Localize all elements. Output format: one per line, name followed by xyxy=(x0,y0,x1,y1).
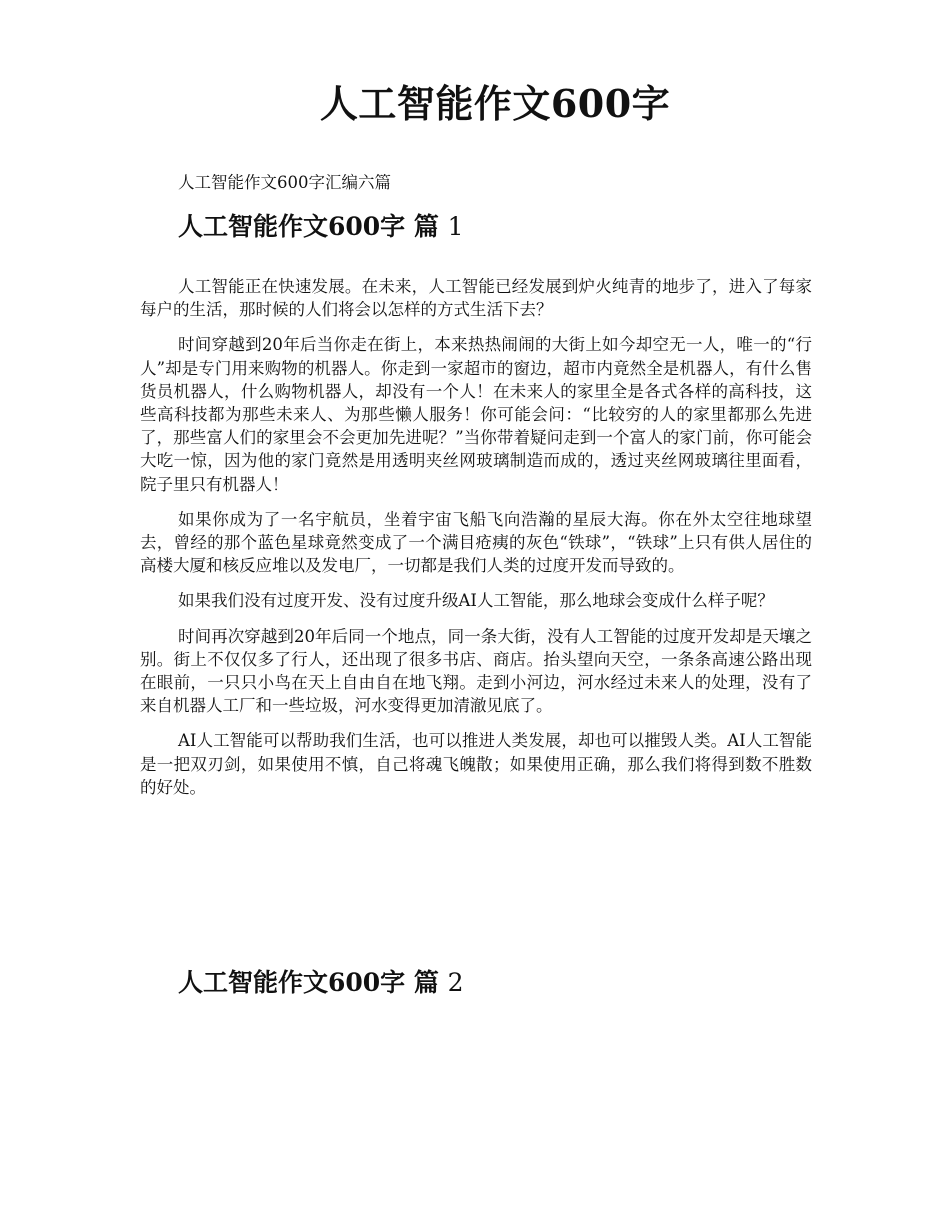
document-subtitle: 人工智能作文600字汇编六篇 xyxy=(178,173,391,192)
paragraph: 时间再次穿越到20年后同一个地点，同一条大街，没有人工智能的过度开发却是天壤之别。街上不仅仅多了行人，还出现了很多书店、商店。抬头望向天空，一条条高速公路出现在眼前，一只只小鸟在天上自由自在地飞翔。走到小河边，河水经过未来人的处理，没有了来自机器人工厂和一些垃圾，河水变得更加清澈见底了。 xyxy=(140,626,812,716)
section-heading-text: 人工智能作文600字 xyxy=(178,212,406,241)
section-1-body xyxy=(140,275,812,811)
paragraph: AI人工智能可以帮助我们生活，也可以推进人类发展，却也可以摧毁人类。AI人工智能是一把双刃剑，如果使用不慎，自己将魂飞魄散；如果使用正确，那么我们将得到数不胜数的好处。 xyxy=(140,731,812,797)
section-heading-label: 篇 xyxy=(413,968,439,997)
paragraph: 如果我们没有过度开发、没有过度升级AI人工智能，那么地球会变成什么样子呢？ xyxy=(178,591,774,611)
section-heading-text: 人工智能作文600字 xyxy=(178,968,406,997)
paragraph: 时间穿越到20年后当你走在街上，本来热热闹闹的大街上如今却空无一人，唯一的“行人”却是专门用来购物的机器人。你走到一家超市的窗边，超市内竟然全是机器人，有什么售货员机器人，什么购物机器人，却没有一个人！在未来人的家里全是各式各样的高科技，这些高科技都为那些未来人、为那些懒人服务！你可能会问：“比较穷的人的家里都那么先进了，那些富人们的家里会不会更加先进呢？”当你带着疑问走到一个富人的家门前，你可能会大吃一惊，因为他的家门竟然是用透明夹丝网玻璃制造而成的，透过夹丝网玻璃往里面看，院子里只有机器人！ xyxy=(140,335,812,494)
section-heading-number: 2 xyxy=(447,968,464,997)
section-heading-2 xyxy=(178,966,464,1000)
section-heading-label: 篇 xyxy=(413,212,439,241)
section-heading-1 xyxy=(178,210,464,244)
section-heading-number: 1 xyxy=(447,212,464,241)
document-title: 人工智能作文600字 xyxy=(319,81,671,126)
paragraph: 如果你成为了一名宇航员，坐着宇宙飞船飞向浩瀚的星辰大海。你在外太空往地球望去，曾经的那个蓝色星球竟然变成了一个满目疮痍的灰色“铁球”，“铁球”上只有供人居住的高楼大厦和核反应堆以及发电厂，一切都是我们人类的过度开发而导致的。 xyxy=(140,509,812,576)
paragraph: 人工智能正在快速发展。在未来，人工智能已经发展到炉火纯青的地步了，进入了每家每户的生活，那时候的人们将会以怎样的方式生活下去？ xyxy=(140,277,812,320)
